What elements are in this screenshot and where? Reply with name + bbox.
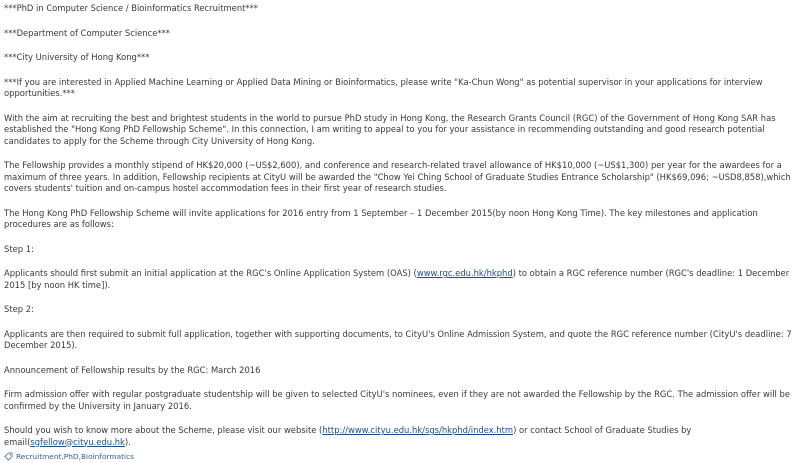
email-link[interactable]: sgfellow@cityu.edu.hk [30,436,125,447]
tag-separator: , [78,452,81,461]
contact-paragraph [4,425,794,448]
tag-phd[interactable]: PhD [63,452,79,461]
tag-separator: , [61,452,64,461]
step1-paragraph [4,268,794,291]
fellowship-paragraph: The Fellowship provides a monthly stipend of HK$20,000 (~US$2,600), and conference and research-related travel allowance of HK$10,000 (~US$1,300) per year for the awardees for a maximum of three years. In addition, Fellowship recipients at CityU will be awarded the "Chow Yei Ching School of Graduate Studies Entrance Scholarship" (HK$69,096; ~USD8,858),which covers students' tuition and on-campus hostel accommodation fees in their first year of research studies. [4,160,791,193]
step1-pre: Applicants should first submit an initial application at the RGC's Online Application System (OAS) ( [4,268,417,278]
step2-paragraph: Applicants are then required to submit full application, together with supporting documents, to CityU's Online Admission System, and quote the RGC reference number (CityU's deadline: 7 December 2015). [4,328,792,350]
title-line: ***PhD in Computer Science / Bioinformatics Recruitment*** [4,3,258,13]
tags-row [4,452,794,461]
university-line: ***City University of Hong Kong*** [4,52,150,62]
contact-post: ). [124,436,131,447]
cityu-website-link[interactable]: http://www.cityu.edu.hk/sgs/hkphd/index.htm [322,425,514,435]
tag-recruitment[interactable]: Recruitment [16,452,62,461]
step1-label: Step 1: [4,243,34,254]
firm-offer-paragraph: Firm admission offer with regular postgraduate studentship will be given to selected CityU's nominees, even if they are not awarded the Fellowship by the RGC. The admission offer will be confirmed by the University in January 2016. [4,389,791,411]
tag-icon [4,452,13,461]
step1-post: ) to obtain a RGC reference number (RGC's deadline: 1 December 2015 [by noon HK time]). [4,268,790,290]
contact-mid: ) or contact School of Graduate Studies by email( [4,425,692,447]
supervisor-note: ***If you are interested in Applied Machine Learning or Applied Data Mining or Bioinformatics, please write "Ka-Chun Wong" as potential supervisor in your applications for interview opportunities.*** [4,76,763,98]
announcement-line: Announcement of Fellowship results by the RGC: March 2016 [4,364,261,375]
rgc-link[interactable]: www.rgc.edu.hk/hkphd [416,268,513,278]
contact-pre: Should you wish to know more about the Scheme, please visit our website ( [4,425,323,435]
step2-label: Step 2: [4,304,34,314]
scheme-paragraph: The Hong Kong PhD Fellowship Scheme will invite applications for 2016 entry from 1 September – 1 December 2015(by noon Hong Kong Time). The key milestones and application procedures are as follows: [4,207,758,229]
department-line: ***Department of Computer Science*** [4,27,170,38]
tag-bioinformatics[interactable]: Bioinformatics [80,452,134,461]
aim-paragraph: With the aim at recruiting the best and brightest students in the world to pursue PhD study in Hong Kong, the Research Grants Council (RGC) of the Government of Hong Kong SAR has established the "Hong Kong PhD Fellowship Scheme". In this connection, I am writing to appeal to you for your assistance in recommending outstanding and good research potential candidates to apply for the Scheme through City University of Hong Kong. [4,112,776,146]
